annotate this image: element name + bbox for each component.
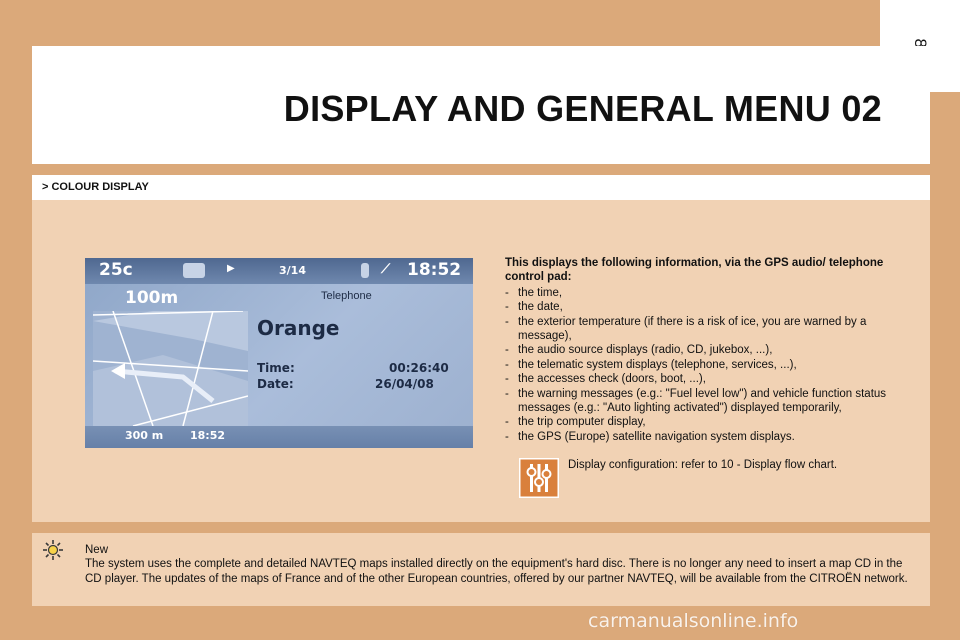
navigation-map	[93, 311, 248, 426]
list-item: - the audio source displays (radio, CD, jukebox, ...),	[505, 343, 915, 357]
radio-icon	[183, 263, 205, 278]
note-body: The system uses the complete and detailed NAVTEQ maps installed directly on the equipment's hard disc. There is no longer any need to insert a map CD in the CD player. The updates of the maps of France and of the other European countries, offered by our partner NAVTEQ, will be available from the CITROËN network.	[85, 558, 908, 585]
list-item: - the telematic system displays (telephone, services, ...),	[505, 358, 915, 372]
list-item: - the time,	[505, 286, 915, 300]
screen-operator: Orange	[257, 316, 340, 340]
sun-tip-icon	[42, 539, 64, 561]
list-item: - the trip computer display,	[505, 415, 915, 429]
info-list	[505, 286, 915, 444]
settings-sliders-icon	[519, 458, 559, 498]
list-item: - the GPS (Europe) satellite navigation system displays.	[505, 430, 915, 444]
screen-temperature: 25c	[99, 260, 133, 280]
content-panel	[32, 200, 930, 522]
screen-date-label: Date:	[257, 377, 294, 391]
screen-distance: 100m	[125, 288, 179, 308]
section-title: > COLOUR DISPLAY	[42, 181, 149, 193]
signal-icon: ⟋	[381, 262, 391, 277]
list-item: - the warning messages (e.g.: "Fuel level low") and vehicle function status messages (e.g.: "Auto lighting activated") displayed temporarily,	[505, 387, 915, 416]
screen-bottom-distance: 300 m	[125, 429, 164, 442]
screen-time-label: Time:	[257, 361, 295, 375]
colour-display-screen	[85, 258, 473, 448]
page-title: DISPLAY AND GENERAL MENU 02	[283, 88, 882, 129]
watermark: carmanualsonline.info	[588, 610, 799, 632]
screen-mode: Telephone	[321, 290, 372, 302]
screen-track: 3/14	[279, 264, 306, 277]
header-panel	[32, 46, 930, 164]
phone-icon	[361, 263, 369, 278]
play-icon: ▶	[227, 263, 235, 274]
screen-date-value: 26/04/08	[375, 377, 434, 391]
config-note: Display configuration: refer to 10 - Display flow chart.	[568, 459, 838, 471]
screen-bottom-time: 18:52	[190, 429, 226, 442]
information-block	[505, 256, 915, 444]
note-heading: New	[85, 544, 109, 556]
screen-time-value: 00:26:40	[389, 361, 449, 375]
section-bar	[32, 175, 930, 200]
note-box	[32, 533, 930, 606]
note-text	[85, 543, 915, 586]
list-item: - the exterior temperature (if there is a risk of ice, you are warned by a message),	[505, 315, 915, 344]
info-intro: This displays the following information, via the GPS audio/ telephone control pad:	[505, 257, 884, 284]
screen-clock: 18:52	[407, 260, 462, 280]
list-item: - the accesses check (doors, boot, ...),	[505, 372, 915, 386]
list-item: - the date,	[505, 300, 915, 314]
